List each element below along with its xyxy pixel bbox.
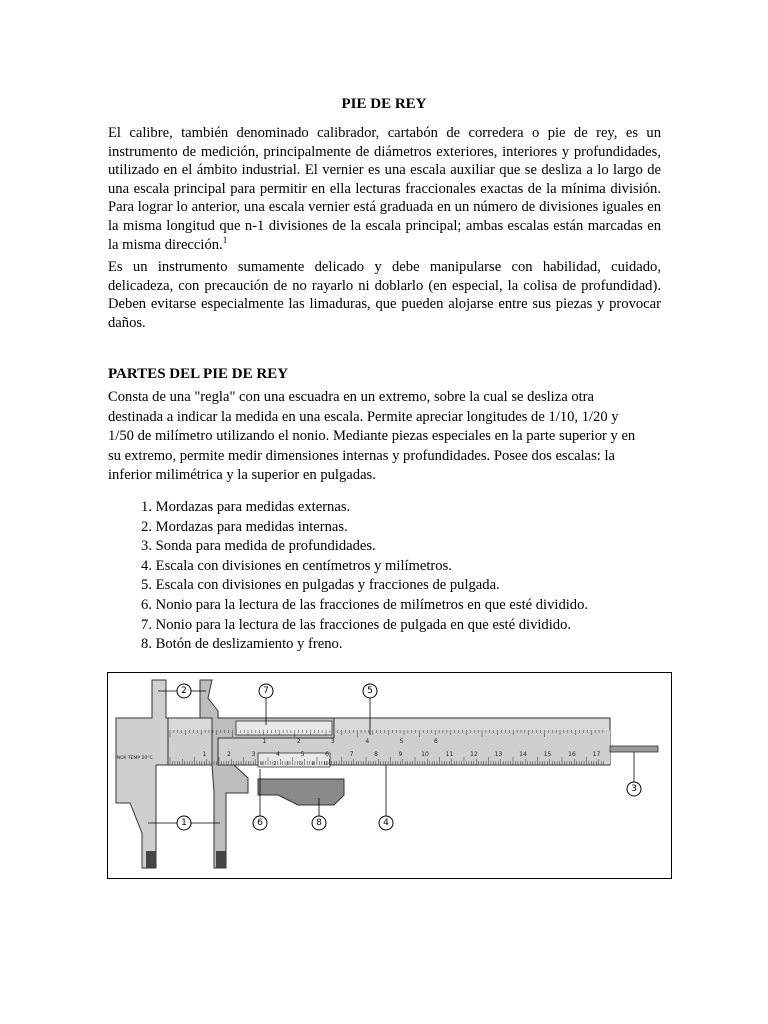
list-item [108, 557, 588, 577]
fixed-jaw [116, 680, 168, 868]
cm-scale-label: 1 [202, 751, 207, 758]
vernier-label: 2 [273, 761, 277, 766]
cm-scale-label: 4 [276, 751, 280, 758]
callout-number: 5 [367, 686, 373, 696]
callout-number: 3 [631, 784, 637, 794]
slide-button [258, 779, 344, 805]
callout-number: 1 [181, 818, 187, 828]
parts-intro-line: destinada a indicar la medida en una escala. Permite apreciar longitudes de 1/10, 1/20 y [108, 408, 619, 425]
cm-scale-label: 13 [494, 751, 503, 758]
cm-scale-label: 7 [349, 751, 354, 758]
inch-scale-label: 5 [399, 738, 404, 745]
list-item [108, 498, 588, 518]
inch-scale-label: 6 [434, 738, 438, 745]
list-item [108, 616, 588, 636]
inch-scale-label: 2 [296, 738, 301, 745]
list-number: 1. [141, 499, 152, 515]
list-text: Mordazas para medidas externas. [155, 499, 351, 515]
parts-list [108, 498, 588, 655]
list-item [108, 596, 588, 616]
list-text: Escala con divisiones en centímetros y milímetros. [155, 557, 452, 574]
cm-scale-label: 16 [568, 751, 576, 758]
vernier-label: 10 [323, 761, 329, 766]
list-text: Nonio para la lectura de las fracciones de pulgada en que esté dividido. [155, 616, 572, 633]
movable-jaw [200, 680, 334, 868]
inch-scale-label: 3 [331, 738, 335, 745]
footnote-marker: 1 [222, 234, 228, 245]
callout-1 [148, 816, 220, 830]
intro-text: El calibre, también denominado calibrador, cartabón de corredera o pie de rey, es un instrumento de medición, principalmente de diámetros exteriores, interiores y profundidades, utilizado en el ámbito industrial. El vernier es una escala auxiliar que se desliza a lo largo de una escala principal para permitir en ella lecturas fraccionales exactas de la mínima división. Para lograr lo anterior, una escala vernier está graduada en un número de divisiones iguales en la misma longitud que n-1 divisiones de la escala principal; ambas escalas están marcadas en la misma dirección. [108, 125, 661, 253]
list-number: 5. [141, 577, 152, 594]
inch-scale-label: 1 [262, 738, 267, 745]
cm-scale-label: 2 [227, 751, 231, 758]
parts-intro-line: su extremo, permite medir dimensiones internas y profundidades. Posee dos escalas: la [108, 447, 616, 464]
vernier-label: 0 [260, 761, 264, 766]
cm-scale-label: 15 [543, 751, 552, 758]
intro-paragraph [108, 124, 661, 254]
inch-vernier-window [236, 721, 332, 735]
list-number: 6. [141, 596, 152, 613]
list-number: 2. [141, 518, 152, 535]
vernier-label: 8 [311, 761, 315, 766]
fixed-jaw-tip [146, 851, 156, 868]
cm-scale-label: 14 [519, 751, 527, 758]
cm-scale-label: 3 [251, 751, 256, 758]
document-title: PIE DE REY [341, 96, 427, 112]
callout-3 [627, 752, 641, 796]
list-item [108, 537, 588, 557]
cm-scale-label: 5 [300, 751, 305, 758]
cm-scale-label: 17 [592, 751, 601, 758]
callout-number: 8 [316, 818, 322, 828]
list-text: Mordazas para medidas internas. [155, 518, 348, 535]
list-text: Sonda para medida de profundidades. [155, 538, 376, 555]
warning-paragraph: Es un instrumento sumamente delicado y debe manipularse con habilidad, cuidado, delicadeza, con precaución de no rayarlo ni doblarlo (en especial, la colisa de profundidad). Deben evitarse especialmente las limaduras, que pueden alojarse entre sus piezas y provocar daños. [108, 259, 661, 331]
list-item [108, 518, 588, 538]
parts-heading: PARTES DEL PIE DE REY [108, 366, 289, 382]
inch-scale-label: 4 [365, 738, 370, 745]
cm-scale-label: 6 [325, 751, 329, 758]
list-number: 3. [141, 538, 152, 555]
list-number: 7. [141, 616, 152, 633]
cm-scale-label: 11 [445, 751, 454, 758]
cm-scale-label: 9 [398, 751, 403, 758]
callout-number: 6 [257, 818, 263, 828]
cm-scale-label: 10 [421, 751, 429, 758]
callout-number: 7 [263, 686, 269, 696]
list-number: 4. [141, 557, 152, 574]
vernier-label: 4 [286, 761, 289, 766]
list-text: Nonio para la lectura de las fracciones de milímetros en que esté dividido. [155, 596, 589, 613]
movable-jaw-tip [216, 851, 226, 868]
cm-scale-label: 8 [374, 751, 378, 758]
parts-intro-line: Consta de una "regla" con una escuadra en un extremo, sobre la cual se desliza otra [108, 389, 595, 405]
parts-intro-line: 1/50 de milímetro utilizando el nonio. Mediante piezas especiales en la parte superior y en [108, 428, 636, 445]
list-item [108, 576, 588, 596]
list-text: Botón de deslizamiento y freno. [155, 636, 343, 653]
caliper-figure [107, 672, 672, 879]
list-number: 8. [141, 636, 152, 653]
cm-scale-label: 12 [470, 751, 478, 758]
callout-number: 4 [383, 818, 389, 828]
parts-intro-line: inferior milimétrica y la superior en pulgadas. [108, 467, 376, 484]
list-text: Escala con divisiones en pulgadas y fracciones de pulgada. [155, 577, 500, 594]
callout-6 [253, 769, 267, 830]
callout-number: 2 [181, 686, 187, 696]
parts-intro-paragraph [108, 388, 663, 486]
list-item [108, 635, 588, 655]
body-mark: INOX TEMP 20°C [115, 756, 153, 761]
caliper-diagram [108, 673, 671, 878]
scale-strip [116, 730, 610, 764]
vernier-label: 6 [299, 761, 302, 766]
callout-4 [379, 765, 393, 830]
depth-rod [610, 746, 658, 752]
